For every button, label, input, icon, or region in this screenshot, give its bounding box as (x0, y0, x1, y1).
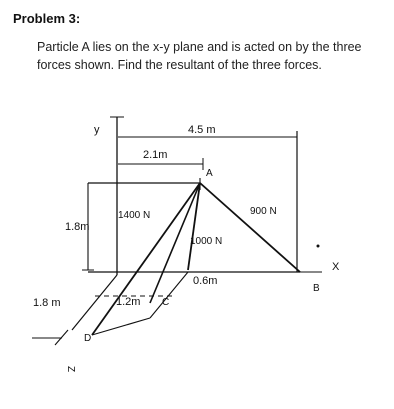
dot-marker (317, 245, 320, 248)
point-c-label: C (162, 297, 170, 308)
force-ab-line (200, 183, 300, 272)
top-span-label: 4.5 m (188, 124, 216, 136)
force-ad-label: 1400 N (118, 210, 151, 221)
bottom-c-label: 1.2m (116, 296, 141, 308)
axis-z-label: Z (65, 366, 76, 373)
force-ad-line (92, 183, 200, 335)
force-ac-label: 1000 N (190, 236, 223, 247)
bottom-right-label: 0.6m (193, 275, 218, 287)
problem-statement: Particle A lies on the x-y plane and is acted on by the three forces shown. Find the resultant of the three forces. (37, 40, 362, 72)
left-depth-label: 1.8 m (33, 297, 61, 309)
axis-x-label: X (332, 261, 340, 273)
force-ab-label: 900 N (250, 206, 277, 217)
left-height-label: 1.8m (65, 221, 90, 233)
problem-heading: Problem 3: (13, 11, 81, 26)
point-d-label: D (84, 333, 92, 344)
depth-line-left (72, 275, 117, 330)
point-a-label: A (206, 168, 213, 179)
y-axis-label: y (94, 124, 100, 136)
depth-line-c (150, 272, 188, 318)
depth-line-d (92, 318, 150, 335)
inner-span-label: 2.1m (143, 149, 168, 161)
point-b-label: B (313, 283, 320, 294)
